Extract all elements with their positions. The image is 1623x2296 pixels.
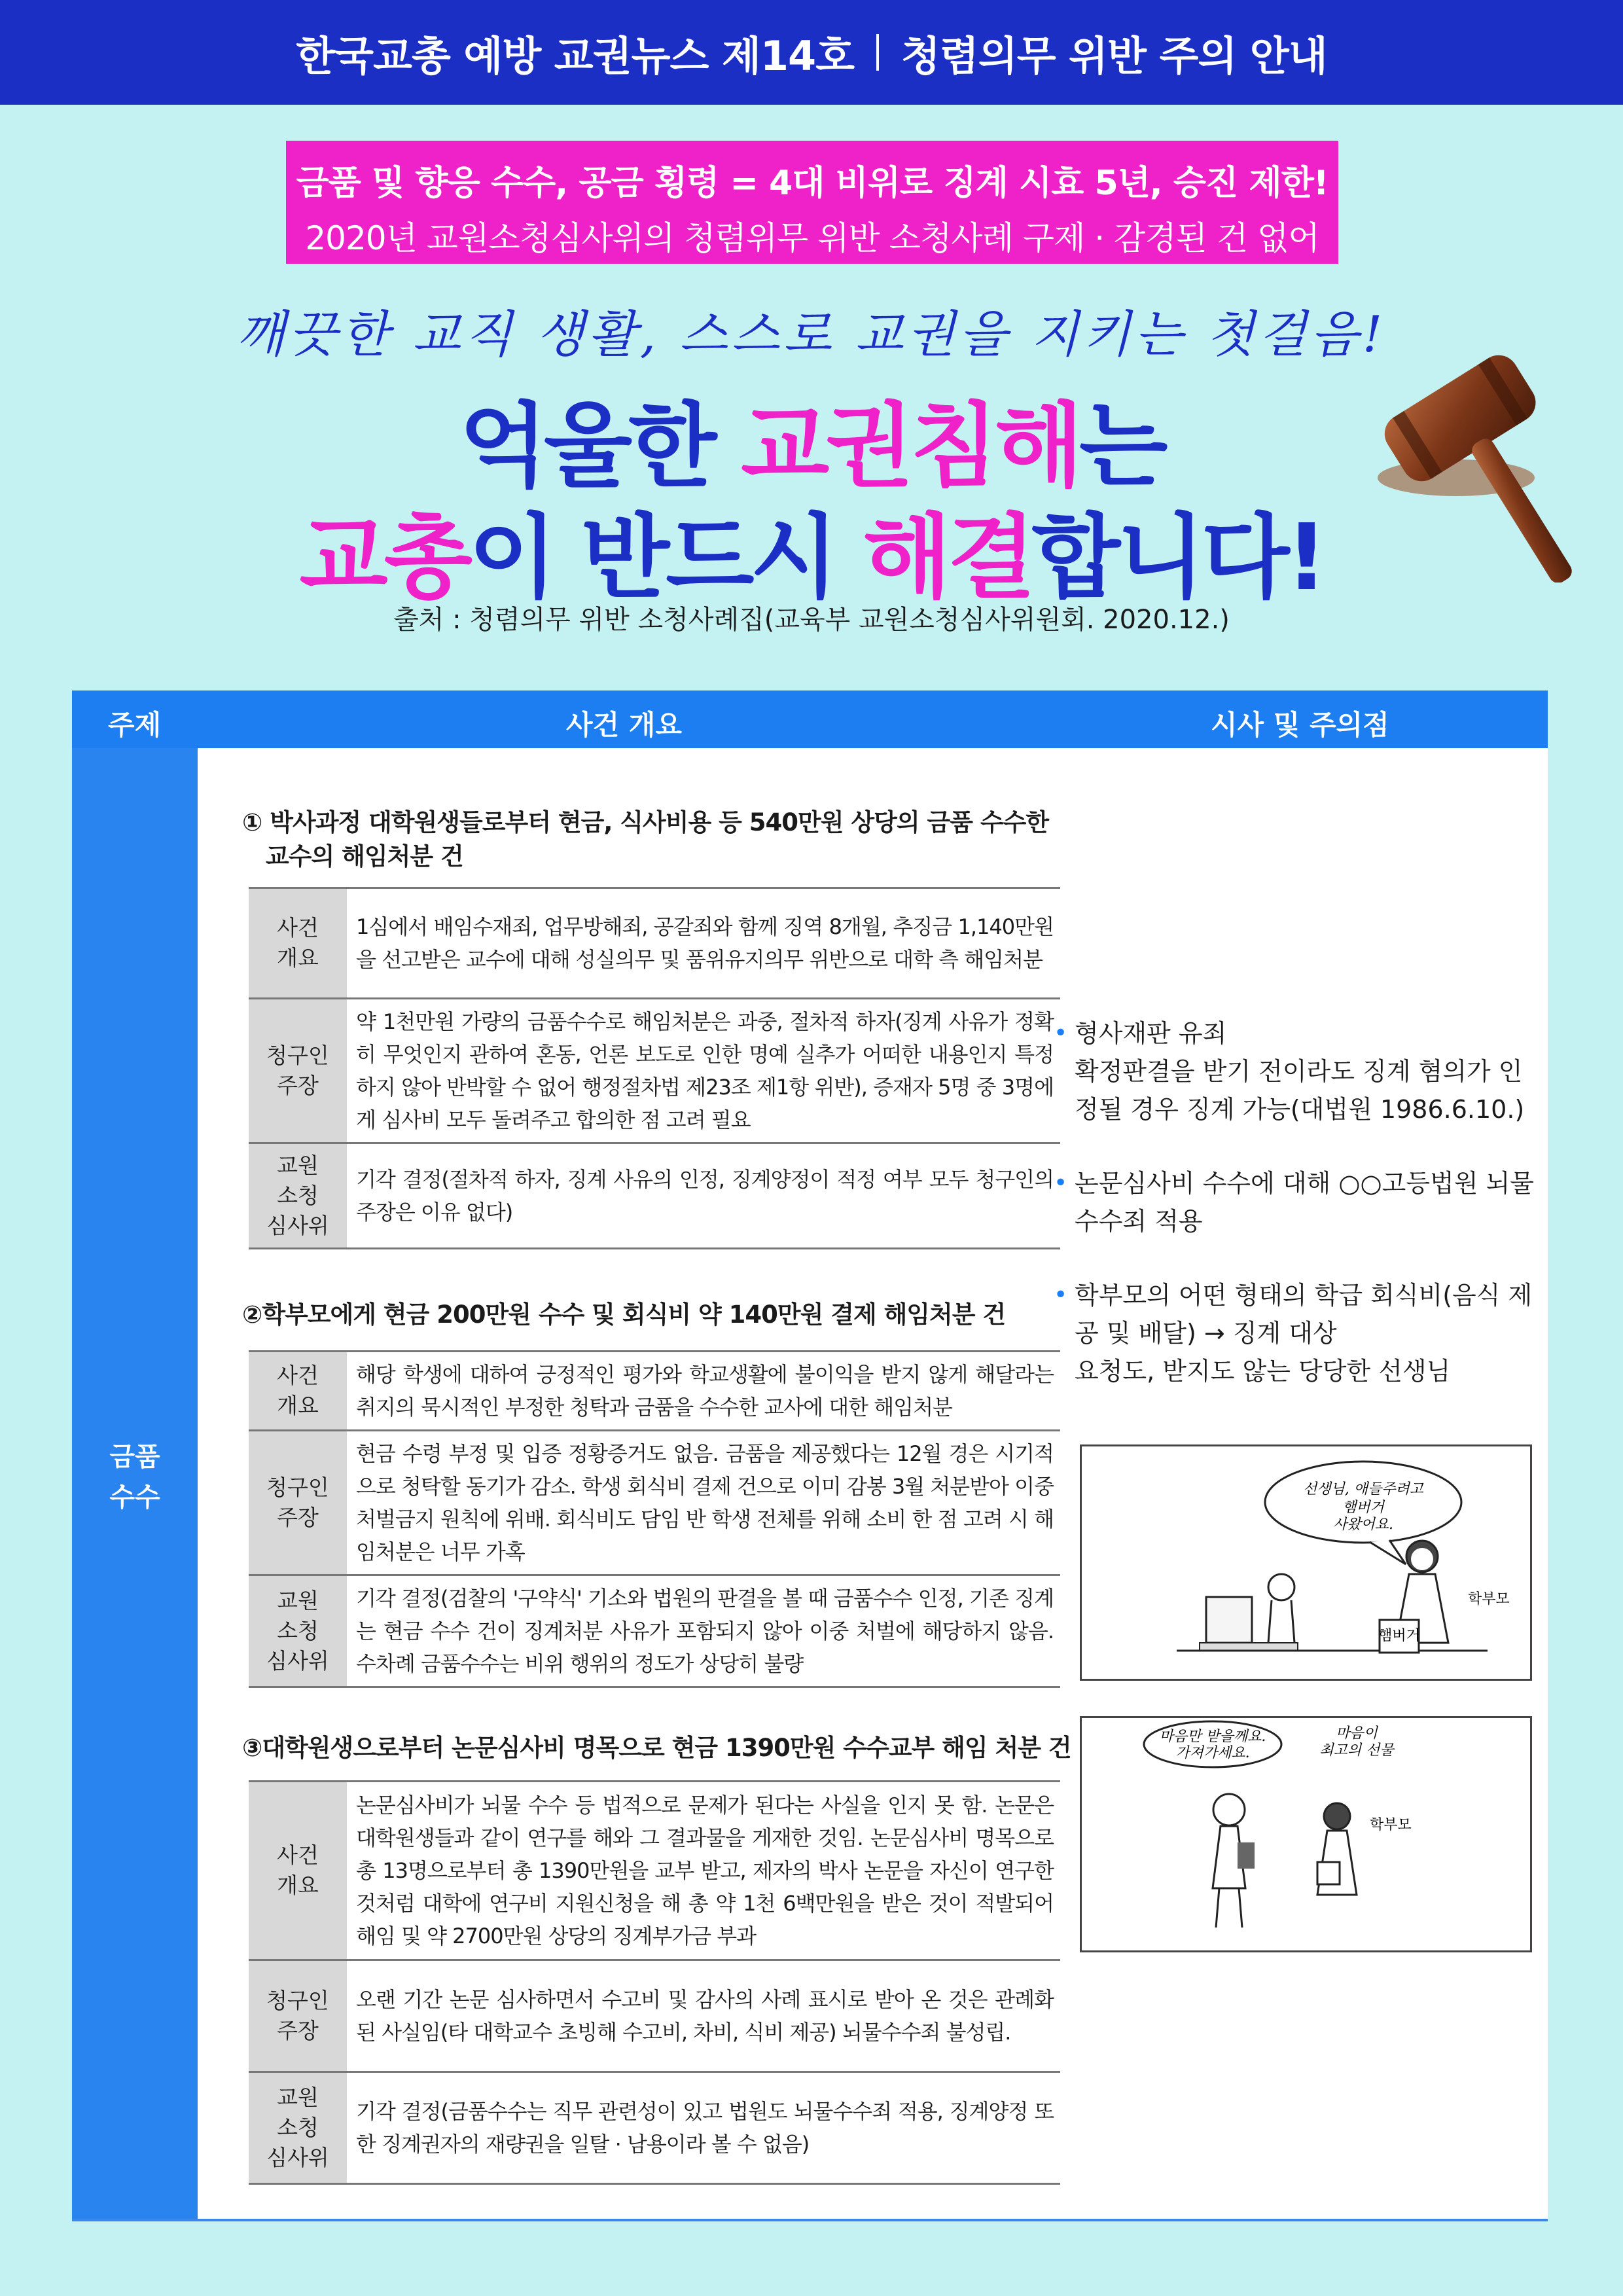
case-title-line: ① 박사과정 대학원생들로부터 현금, 식사비용 등 540만원 상당의 금품 수수한 <box>242 808 1049 836</box>
caption-text: 마음이 <box>1336 1725 1378 1742</box>
row-text: 약 1천만원 가량의 금품수수로 해임처분은 과중, 절차적 하자(징계 사유가 정확히 무엇인지 관하여 혼동, 언론 보도로 인한 명예 실추가 어떠한 내용인지 특정하지 않아 반박할 수 없어 행정절차법 제23조 제1항 위반), 증재자 5명 중 3명에게 심사비 모두 돌려주고 합의한 점 고려 필요 <box>347 999 1060 1143</box>
headline-text: 억울한 <box>459 393 741 500</box>
case-title <box>242 1298 1005 1332</box>
case-panel <box>72 691 1548 2221</box>
bullet-icon: • <box>1054 1282 1068 1308</box>
topic-column <box>72 748 198 2219</box>
row-label: 교원 소청 심사위 <box>249 1143 347 1249</box>
table-row <box>249 1352 1060 1431</box>
parent-tag: 학부모 <box>1370 1817 1412 1833</box>
topic-line: 수수 <box>109 1482 160 1513</box>
case-table <box>249 1350 1060 1688</box>
col-topic: 주제 <box>108 709 162 741</box>
banner-line1: 금품 및 향응 수수, 공금 횡령 = 4대 비위로 징계 시효 5년, 승진 제한! <box>296 164 1329 203</box>
row-text: 기각 결정(절차적 하자, 징계 사유의 인정, 징계양정이 적정 여부 모두 청구인의 주장은 이유 없다) <box>347 1143 1060 1249</box>
case-title <box>242 806 1048 874</box>
svg-text:가져가세요.: 가져가세요. <box>1175 1745 1250 1761</box>
case-table <box>249 1780 1060 2185</box>
bag-label: 햄버거 <box>1378 1628 1420 1644</box>
note-line: 형사재판 유죄 <box>1075 1019 1227 1048</box>
parent-tag: 학부모 <box>1468 1591 1510 1607</box>
header-title: 한국교총 예방 교권뉴스 제14호 <box>296 31 855 80</box>
topic-label <box>72 1437 198 1518</box>
note-line: 학부모의 어떤 형태의 학급 회식비(음식 제공 및 배달) → 징계 대상 <box>1075 1281 1533 1348</box>
row-label: 사건 개요 <box>249 1352 347 1431</box>
row-label: 사건 개요 <box>249 888 347 999</box>
case-table <box>249 887 1060 1249</box>
row-label: 청구인 주장 <box>249 999 347 1143</box>
case-title-line: 교수의 해임처분 건 <box>266 842 463 870</box>
table-row <box>249 1143 1060 1249</box>
case-title-line: ②학부모에게 현금 200만원 수수 및 회식비 약 140만원 결제 해임처분 건 <box>242 1300 1006 1329</box>
speech-bubble-text: 선생님, 애들주려고 <box>1302 1481 1424 1498</box>
source-citation: 출처 : 청렴의무 위반 소청사례집(교육부 교원소청심사위원회. 2020.12.) <box>393 605 1230 635</box>
row-text: 1심에서 배임수재죄, 업무방해죄, 공갈죄와 함께 징역 8개월, 추징금 1,140만원을 선고받은 교수에 대해 성실의무 및 품위유지의무 위반으로 대학 측 해임처분 <box>347 888 1060 999</box>
row-text: 기각 결정(금품수수는 직무 관련성이 있고 법원도 뇌물수수죄 적용, 징계양정 또한 징계권자의 재량권을 일탈 · 남용이라 볼 수 없음) <box>347 2072 1060 2184</box>
col-notes: 시사 및 주의점 <box>1211 709 1389 741</box>
notes-column <box>1054 1014 1538 1390</box>
header-divider <box>876 34 879 71</box>
row-label: 청구인 주장 <box>249 1431 347 1575</box>
headline-text: 합니다! <box>1031 505 1324 611</box>
headline-highlight: 교총 <box>299 505 469 611</box>
header-subtitle: 청렴의무 위반 주의 안내 <box>901 31 1327 80</box>
case-title-line: ③대학원생으로부터 논문심사비 명목으로 현금 1390만원 수수교부 해임 처분 건 <box>242 1734 1071 1762</box>
table-row <box>249 2072 1060 2184</box>
table-row <box>249 1431 1060 1575</box>
cartoon-parent-gift <box>1080 1444 1532 1681</box>
table-row <box>249 1575 1060 1687</box>
row-label: 청구인 주장 <box>249 1960 347 2072</box>
col-overview: 사건 개요 <box>566 709 682 741</box>
table-header <box>72 691 1548 748</box>
speech-bubble-text: 마음만 받을께요. <box>1159 1729 1266 1745</box>
cartoon-drawing <box>1082 1446 1530 1679</box>
note-item <box>1054 1276 1538 1352</box>
row-text: 오랜 기간 논문 심사하면서 수고비 및 감사의 사례 표시로 받아 온 것은 관례화된 사실임(타 대학교수 초빙해 수고비, 차비, 식비 제공) 뇌물수수죄 불성립. <box>347 1960 1060 2072</box>
headline-highlight: 교권침해 <box>741 393 1080 500</box>
bullet-icon: • <box>1054 1170 1068 1196</box>
note-line: 논문심사비 수수에 대해 ○○고등법원 뇌물수수죄 적용 <box>1075 1169 1534 1236</box>
slogan: 깨끗한 교직 생활, 스스로 교권을 지키는 첫걸음! <box>236 305 1387 363</box>
case-title <box>242 1731 1071 1765</box>
warning-banner <box>286 141 1338 264</box>
svg-text:사왔어요.: 사왔어요. <box>1332 1516 1394 1533</box>
row-text: 기각 결정(검찰의 '구약식' 기소와 법원의 판결을 볼 때 금품수수 인정, 기존 징계는 현금 수수 건이 징계처분 사유가 포함되지 않아 이중 처벌에 해당하지 않음. 수차례 금품수수는 비위 행위의 정도가 상당히 불량 <box>347 1575 1060 1687</box>
table-row <box>249 1960 1060 2072</box>
header-bar <box>0 0 1623 105</box>
svg-text:최고의 선물: 최고의 선물 <box>1319 1742 1394 1759</box>
bullet-icon: • <box>1054 1020 1068 1047</box>
table-row <box>249 1782 1060 1960</box>
note-item <box>1054 1014 1538 1128</box>
svg-text:햄버거: 햄버거 <box>1342 1499 1384 1516</box>
cartoon-drawing <box>1082 1718 1530 1950</box>
row-text: 해당 학생에 대하여 긍정적인 평가와 학교생활에 불이익을 받지 않게 해달라는 취지의 묵시적인 부정한 청탁과 금품을 수수한 교사에 대한 해임처분 <box>347 1352 1060 1431</box>
note-line: 확정판결을 받기 전이라도 징계 혐의가 인정될 경우 징계 가능(대법원 1986.6.10.) <box>1075 1057 1525 1124</box>
headline-text: 이 반드시 <box>468 505 863 611</box>
row-label: 사건 개요 <box>249 1782 347 1960</box>
cartoon-refuse-gift <box>1080 1716 1532 1952</box>
note-line: 요청도, 받지도 않는 당당한 선생님 <box>1075 1357 1451 1386</box>
row-label: 교원 소청 심사위 <box>249 1575 347 1687</box>
note-item <box>1054 1164 1538 1240</box>
topic-line: 금품 <box>109 1442 160 1472</box>
row-text: 현금 수령 부정 및 입증 정황증거도 없음. 금품을 제공했다는 12월 경은 시기적으로 청탁할 동기가 감소. 학생 회식비 결제 건으로 이미 감봉 3월 처분받아 이중처벌금지 원칙에 위배. 회식비도 담임 반 학생 전체를 위해 소비 한 점 고려 시 해임처분은 너무 가혹 <box>347 1431 1060 1575</box>
row-label: 교원 소청 심사위 <box>249 2072 347 2184</box>
table-row <box>249 888 1060 999</box>
row-text: 논문심사비가 뇌물 수수 등 법적으로 문제가 된다는 사실을 인지 못 함. 논문은 대학원생들과 같이 연구를 해와 그 결과물을 게재한 것임. 논문심사비 명목으로 총 13명으로부터 총 1390만원을 교부 받고, 제자의 박사 논문을 자신이 연구한 것처럼 대학에 연구비 지원신청을 해 총 약 1천 6백만원을 받은 것이 적발되어 해임 및 약 2700만원 상당의 징계부가금 부과 <box>347 1782 1060 1960</box>
headline-text: 는 <box>1079 393 1164 500</box>
gavel-icon <box>1358 314 1613 583</box>
table-row <box>249 999 1060 1143</box>
headline-highlight: 해결 <box>863 505 1032 611</box>
banner-line2: 2020년 교원소청심사위의 청렴위무 위반 소청사례 구제 · 감경된 건 없어 <box>305 219 1319 257</box>
